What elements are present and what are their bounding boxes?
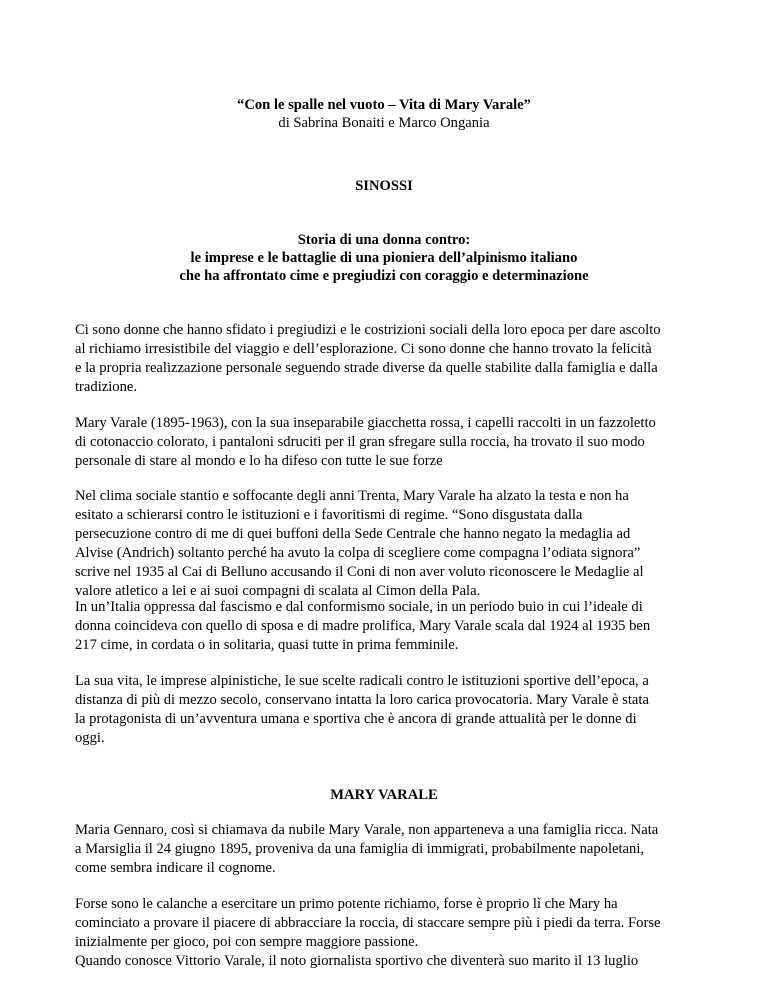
document-authors: di Sabrina Bonaiti e Marco Ongania xyxy=(278,115,490,131)
text-line: esitato a schierarsi contro le istituzioni e i favoritismi di regime. “Sono disgustata dalla xyxy=(75,507,583,523)
text-line: di cotonaccio colorato, i pantaloni sdruciti per il gran sfregare sulla roccia, ha trovato il suo modo xyxy=(75,434,645,450)
mary-varale-paragraph-2 xyxy=(75,895,695,971)
sinossi-paragraph-5 xyxy=(75,672,695,748)
text-line: Nel clima sociale stantio e soffocante degli anni Trenta, Mary Varale ha alzato la testa e non ha xyxy=(75,488,629,504)
subtitle-line: Storia di una donna contro: xyxy=(297,232,471,248)
text-line: Forse sono le calanche a esercitare un primo potente richiamo, forse è proprio lì che Mary ha xyxy=(75,896,618,912)
text-line: persecuzione contro di me di quei buffoni della Sede Centrale che hanno negato la medaglia ad xyxy=(75,526,631,542)
text-line: come sembra indicare il cognome. xyxy=(75,860,276,876)
document-title: “Con le spalle nel vuoto – Vita di Mary Varale” xyxy=(237,97,531,113)
sinossi-paragraph-1 xyxy=(75,321,695,397)
text-line: In un’Italia oppressa dal fascismo e dal conformismo sociale, in un periodo buio in cui l’ideale di xyxy=(75,599,643,615)
section-heading-mary-varale: MARY VARALE xyxy=(330,787,438,803)
sinossi-paragraph-4 xyxy=(75,598,695,655)
text-line: Quando conosce Vittorio Varale, il noto giornalista sportivo che diventerà suo marito il 13 luglio xyxy=(75,953,639,969)
text-line: al richiamo irresistibile del viaggio e dell’esplorazione. Ci sono donne che hanno trovato la felicità xyxy=(75,341,652,357)
mary-varale-paragraph-1 xyxy=(75,821,695,878)
text-line: La sua vita, le imprese alpinistiche, le sue scelte radicali contro le istituzioni sportive dell’epoca, a xyxy=(75,673,649,689)
subtitle-line: che ha affrontato cime e pregiudizi con coraggio e determinazione xyxy=(179,268,589,284)
text-line: 217 cime, in cordata o in solitaria, quasi tutte in prima femminile. xyxy=(75,637,459,653)
text-line: la protagonista di un’avventura umana e sportiva che è ancora di grande attualità per le donne di xyxy=(75,711,637,727)
text-line: Alvise (Andrich) soltanto perché ha avuto la colpa di scegliere come compagna l’odiata signora” xyxy=(75,545,641,561)
text-line: Mary Varale (1895-1963), con la sua inseparabile giacchetta rossa, i capelli raccolti in un fazzoletto xyxy=(75,415,656,431)
sinossi-subtitle xyxy=(0,231,768,285)
text-line: tradizione. xyxy=(75,379,137,395)
sinossi-paragraph-3 xyxy=(75,487,695,601)
text-line: distanza di più di mezzo secolo, conservano intatta la loro carica provocatoria. Mary Varale è stata xyxy=(75,692,649,708)
text-line: oggi. xyxy=(75,730,105,746)
text-line: inizialmente per gioco, poi con sempre maggiore passione. xyxy=(75,934,419,950)
section-heading-sinossi: SINOSSI xyxy=(355,178,413,194)
text-line: e la propria realizzazione personale seguendo strade diverse da quelle stabilite dalla famiglia e dalla xyxy=(75,360,658,376)
subtitle-line: le imprese e le battaglie di una pioniera dell’alpinismo italiano xyxy=(190,250,578,266)
text-line: cominciato a provare il piacere di abbracciare la roccia, di staccare sempre più i piedi da terra. Forse xyxy=(75,915,661,931)
text-line: scrive nel 1935 al Cai di Belluno accusando il Coni di non aver voluto riconoscere le Medaglie al xyxy=(75,564,644,580)
text-line: Ci sono donne che hanno sfidato i pregiudizi e le costrizioni sociali della loro epoca per dare ascolto xyxy=(75,322,661,338)
text-line: Maria Gennaro, così si chiamava da nubile Mary Varale, non apparteneva a una famiglia ricca. Nata xyxy=(75,822,659,838)
text-line: donna coincideva con quello di sposa e di madre prolifica, Mary Varale scala dal 1924 al 1935 ben xyxy=(75,618,651,634)
sinossi-paragraph-2 xyxy=(75,414,695,471)
text-line: a Marsiglia il 24 giugno 1895, proveniva da una famiglia di immigrati, probabilmente napoletani, xyxy=(75,841,645,857)
text-line: personale di stare al mondo e lo ha difeso con tutte le sue forze xyxy=(75,453,443,469)
text-line: valore atletico a lei e ai suoi compagni di scalata al Cimon della Pala. xyxy=(75,583,481,599)
